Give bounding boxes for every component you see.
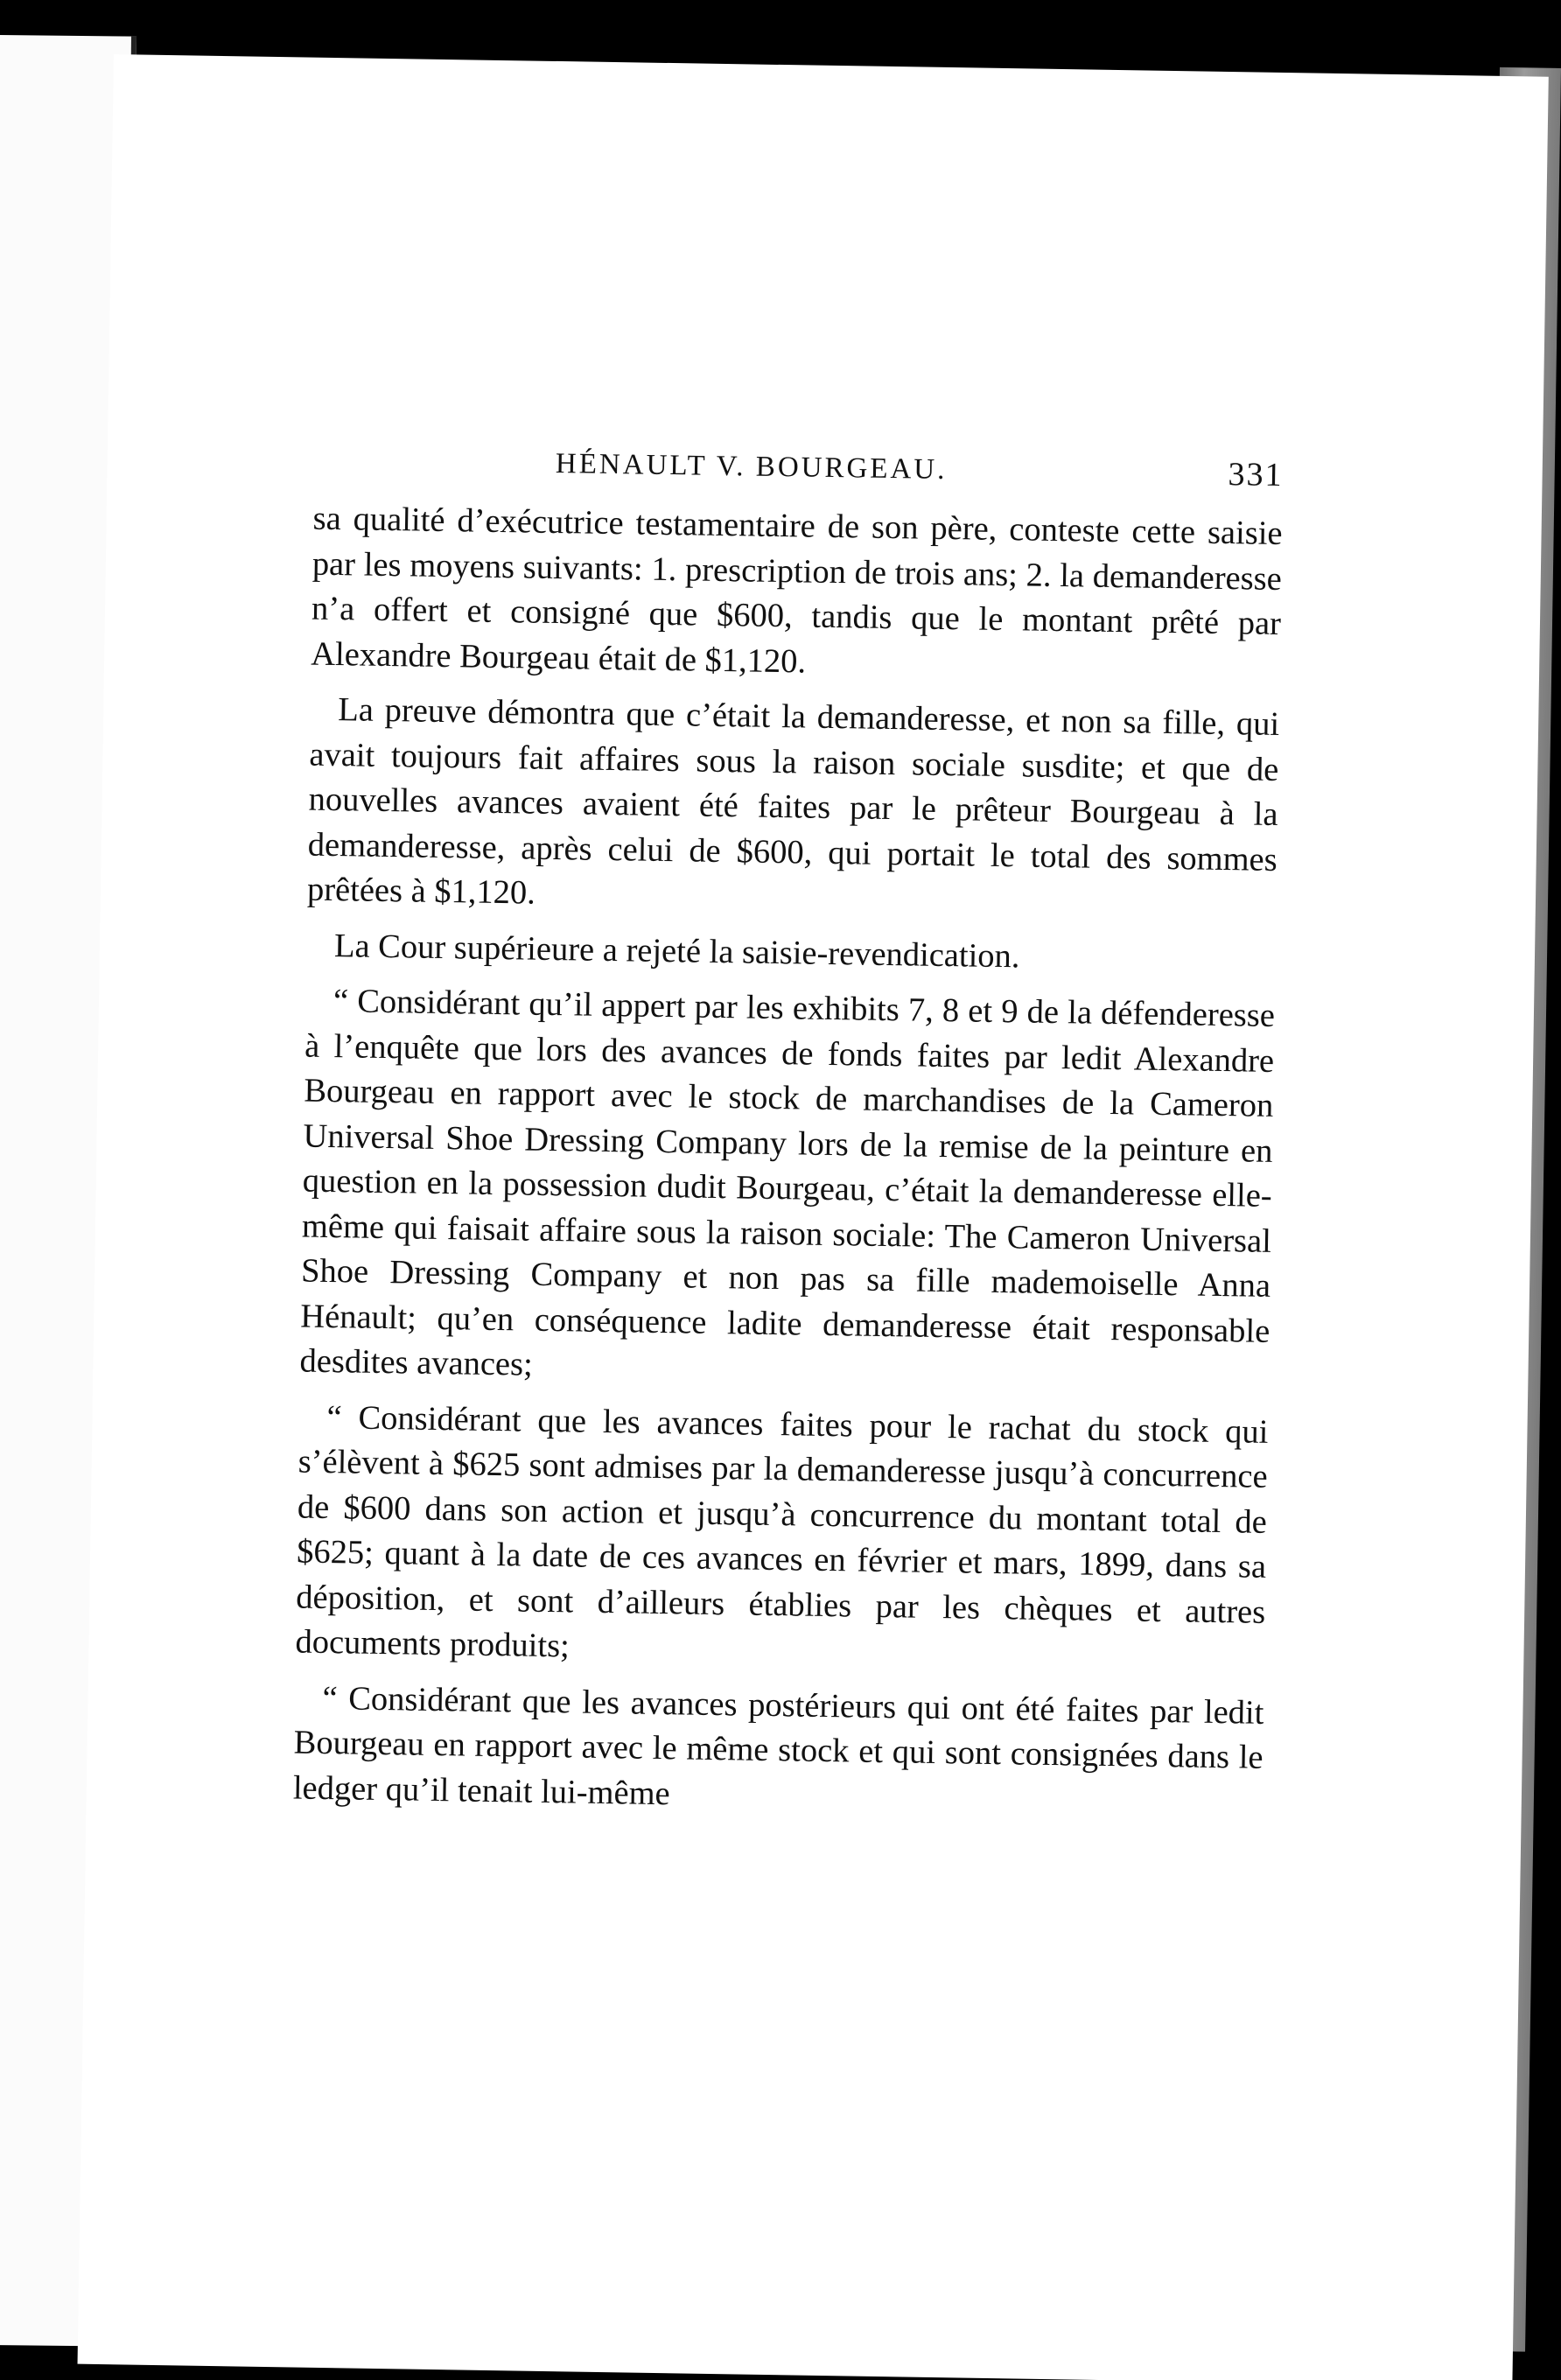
paragraph: La Cour supérieure a rejeté la saisie-revendication. [333, 927, 1020, 975]
paragraph: “ Considérant que les avances faites pour le rachat du stock qui s’élèvent à $625 sont admises par la demanderesse jusqu’à concurrence de $600 dans son action et jusqu’à concurrence du montant total de $625; quant à la date de ces avances en février et mars, 1899, dans sa déposition, et sont d’ailleurs établies par les chèques et autres documents produits; [295, 1398, 1269, 1665]
paragraph: sa qualité d’exécutrice testamentaire de son père, conteste cette saisie par les moyens suivants: 1. prescription de trois ans; 2. la demanderesse n’a offert et consigné que $600, tandis que le montant prêté par Alexandre Bourgeau était de $1,120. [310, 500, 1283, 681]
paragraph: La preuve démontra que c’était la demanderesse, et non sa fille, qui avait toujours fait affaires sous la raison sociale susdite; et que de nouvelles avances avaient été faites par le prêteur Bourgeau à la demanderesse, après celui de $600, qui portait le total des sommes prêtées à $1,120. [306, 691, 1280, 912]
page-number: 331 [1228, 456, 1284, 494]
page-body [292, 497, 1282, 1826]
paragraph: “ Considérant que les avances postérieurs qui ont été faites par ledit Bourgeau en rapport avec le même stock et qui sont consignées dans le ledger qu’il tenait lui-même [292, 1679, 1264, 1812]
page-header [313, 436, 1284, 503]
running-title: HÉNAULT V. BOURGEAU. [555, 447, 948, 486]
book-page [78, 54, 1549, 2380]
paragraph: “ Considérant qu’il appert par les exhibits 7, 8 et 9 de la défenderesse à l’enquête que lors des avances de fonds faites par ledit Alexandre Bourgeau en rapport avec le stock de marchandises de la Cameron Universal Shoe Dressing Company lors de la remise de la peinture en question en la possession dudit Bourgeau, c’était la demanderesse elle-même qui faisait affaire sous la raison sociale: The Cameron Universal Shoe Dressing Company et non pas sa fille mademoiselle Anna Hénault; qu’en conséquence ladite demanderesse était responsable desdites avances; [299, 983, 1276, 1383]
